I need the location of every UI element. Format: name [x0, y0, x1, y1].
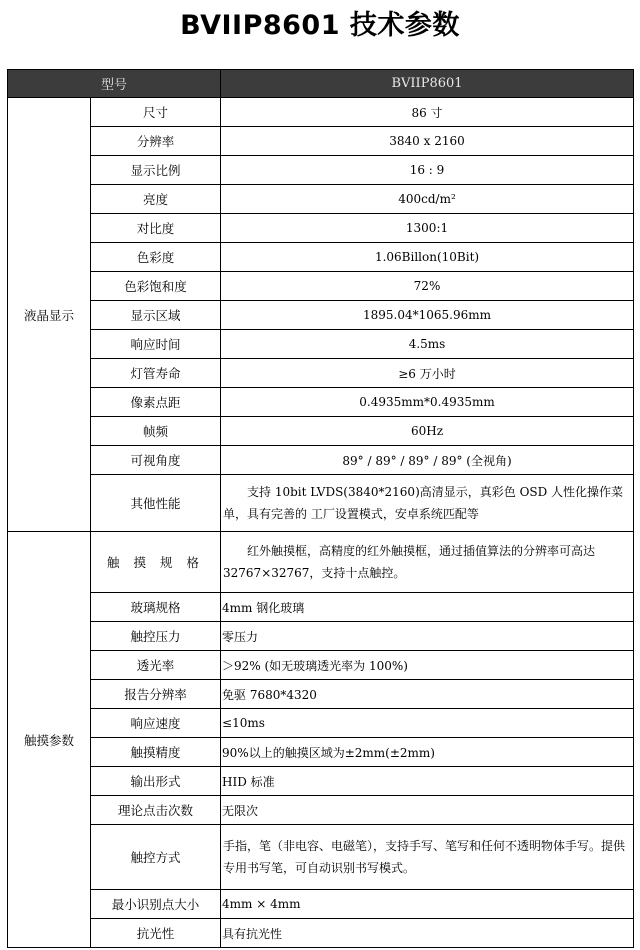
row-value: ＞92% (如无玻璃透光率为 100%)	[221, 651, 634, 680]
table-row	[8, 301, 634, 330]
table-row	[8, 919, 634, 948]
row-value: 免驱 7680*4320	[221, 680, 634, 709]
table-row	[8, 796, 634, 825]
group-label-display: 液晶显示	[8, 98, 91, 532]
row-label: 对比度	[91, 214, 221, 243]
row-value: ≤10ms	[221, 709, 634, 738]
row-value: 4.5ms	[221, 330, 634, 359]
table-row	[8, 330, 634, 359]
table-row	[8, 388, 634, 417]
row-value: 4mm × 4mm	[221, 890, 634, 919]
row-label: 透光率	[91, 651, 221, 680]
row-label: 输出形式	[91, 767, 221, 796]
table-header-row	[8, 70, 634, 98]
row-label: 尺寸	[91, 98, 221, 127]
group-label-touch: 触摸参数	[8, 532, 91, 948]
row-value: 1.06Billon(10Bit)	[221, 243, 634, 272]
row-label: 显示区域	[91, 301, 221, 330]
row-value: HID 标准	[221, 767, 634, 796]
row-label: 玻璃规格	[91, 593, 221, 622]
table-row	[8, 417, 634, 446]
row-value: 4mm 钢化玻璃	[221, 593, 634, 622]
row-value: 400cd/m²	[221, 185, 634, 214]
row-label: 其他性能	[91, 475, 221, 532]
table-row	[8, 156, 634, 185]
row-value: 72%	[221, 272, 634, 301]
table-row	[8, 532, 634, 593]
row-label: 理论点击次数	[91, 796, 221, 825]
row-label: 帧频	[91, 417, 221, 446]
table-row	[8, 709, 634, 738]
spec-table	[7, 69, 634, 948]
table-row	[8, 622, 634, 651]
table-row	[8, 243, 634, 272]
table-row	[8, 890, 634, 919]
row-label: 可视角度	[91, 446, 221, 475]
row-label: 显示比例	[91, 156, 221, 185]
row-label: 最小识别点大小	[91, 890, 221, 919]
row-value: 86 寸	[221, 98, 634, 127]
row-value: 16 : 9	[221, 156, 634, 185]
table-row	[8, 214, 634, 243]
table-row	[8, 738, 634, 767]
table-row	[8, 359, 634, 388]
row-label: 亮度	[91, 185, 221, 214]
row-value: 1300:1	[221, 214, 634, 243]
header-model-label: 型号	[8, 70, 221, 98]
table-row	[8, 680, 634, 709]
row-value: 1895.04*1065.96mm	[221, 301, 634, 330]
row-label: 色彩饱和度	[91, 272, 221, 301]
row-label: 色彩度	[91, 243, 221, 272]
table-row	[8, 185, 634, 214]
row-value: 手指，笔（非电容、电磁笔），支持手写、笔写和任何不透明物体手写。提供专用书写笔，可自动识别书写模式。	[221, 825, 634, 890]
header-model-value: BVIIP8601	[221, 70, 634, 98]
table-row	[8, 767, 634, 796]
table-row	[8, 272, 634, 301]
page-title: BVIIP8601 技术参数	[180, 10, 460, 41]
row-label: 像素点距	[91, 388, 221, 417]
table-row	[8, 825, 634, 890]
table-row	[8, 475, 634, 532]
row-label: 报告分辨率	[91, 680, 221, 709]
row-value: 89° / 89° / 89° / 89° (全视角)	[221, 446, 634, 475]
row-value: 0.4935mm*0.4935mm	[221, 388, 634, 417]
row-label: 灯管寿命	[91, 359, 221, 388]
row-value: 具有抗光性	[221, 919, 634, 948]
table-row	[8, 98, 634, 127]
table-row	[8, 446, 634, 475]
row-label: 响应速度	[91, 709, 221, 738]
row-label: 抗光性	[91, 919, 221, 948]
table-row	[8, 593, 634, 622]
row-value: 红外触摸框，高精度的红外触摸框，通过插值算法的分辨率可高达 32767×32767，支持十点触控。	[221, 532, 634, 593]
row-value: 60Hz	[221, 417, 634, 446]
row-value: 3840 x 2160	[221, 127, 634, 156]
row-label: 触摸精度	[91, 738, 221, 767]
table-row	[8, 127, 634, 156]
row-value: 90%以上的触摸区域为±2mm(±2mm)	[221, 738, 634, 767]
row-label: 触 摸 规 格	[91, 532, 221, 593]
row-value: 支持 10bit LVDS(3840*2160)高清显示，真彩色 OSD 人性化操作菜单，具有完善的 工厂设置模式，安卓系统匹配等	[221, 475, 634, 532]
row-label: 触控方式	[91, 825, 221, 890]
row-value: 无限次	[221, 796, 634, 825]
row-label: 触控压力	[91, 622, 221, 651]
row-label: 分辨率	[91, 127, 221, 156]
table-row	[8, 651, 634, 680]
row-label: 响应时间	[91, 330, 221, 359]
row-value: ≥6 万小时	[221, 359, 634, 388]
row-value: 零压力	[221, 622, 634, 651]
